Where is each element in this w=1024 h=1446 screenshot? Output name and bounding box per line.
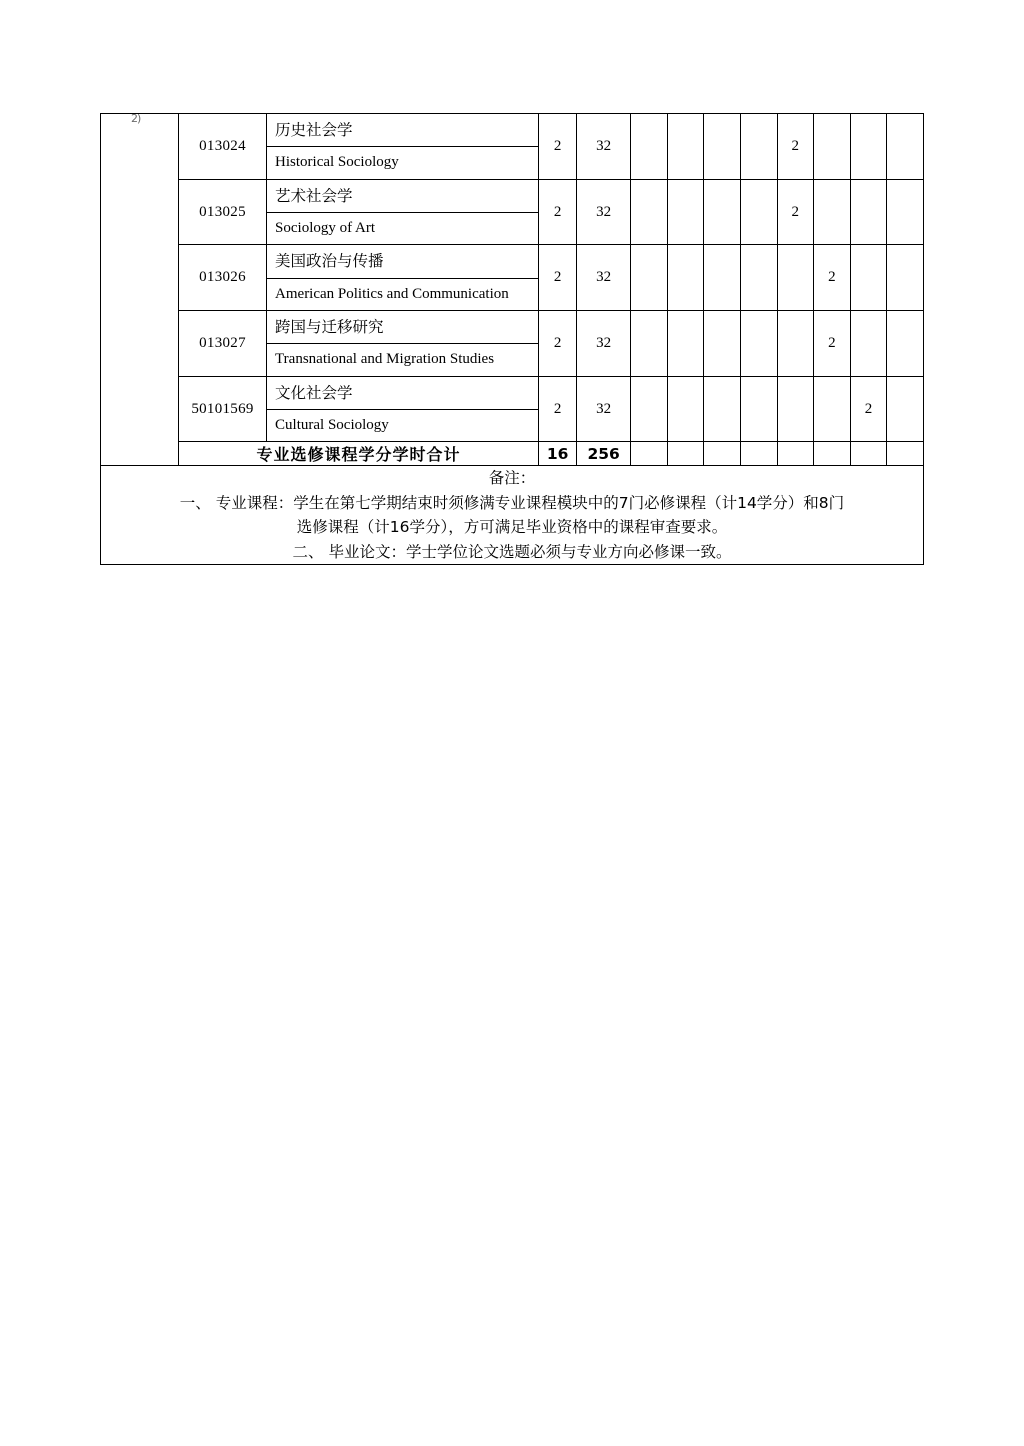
course-name-cn: 美国政治与传播 <box>267 245 538 278</box>
term-cell-5: 2 <box>777 114 814 180</box>
course-name-en: Cultural Sociology <box>275 417 389 434</box>
notes-block <box>101 466 924 565</box>
term-cell-3 <box>704 179 741 245</box>
term-cell-7 <box>850 245 887 311</box>
term-cell-4 <box>740 114 777 180</box>
term-cell-8 <box>887 245 924 311</box>
term-cell-8 <box>887 114 924 180</box>
term-cell-6 <box>814 376 851 442</box>
course-name <box>267 114 539 180</box>
term-cell-2 <box>667 376 704 442</box>
course-name-cn: 艺术社会学 <box>267 180 538 213</box>
course-name <box>267 311 539 377</box>
term-cell-2 <box>667 179 704 245</box>
term-cell-7 <box>850 179 887 245</box>
course-code: 013026 <box>179 245 267 311</box>
course-credit: 2 <box>539 179 577 245</box>
course-name <box>267 245 539 311</box>
term-cell-4 <box>740 245 777 311</box>
course-name-en: American Politics and Communication <box>275 285 509 302</box>
course-code: 50101569 <box>179 376 267 442</box>
course-code: 013027 <box>179 311 267 377</box>
total-term-cell-1 <box>631 442 668 466</box>
course-hours: 32 <box>577 311 631 377</box>
term-cell-8 <box>887 311 924 377</box>
total-term-cell-6 <box>814 442 851 466</box>
term-cell-8 <box>887 376 924 442</box>
course-credit: 2 <box>539 311 577 377</box>
term-cell-5: 2 <box>777 179 814 245</box>
term-cell-6 <box>814 179 851 245</box>
table-row <box>101 311 924 377</box>
term-cell-1 <box>631 179 668 245</box>
notes-title: 备注： <box>488 469 536 488</box>
notes-row <box>101 466 924 565</box>
notes-line-2: 选修课程（计16学分），方可满足毕业资格中的课程审查要求。 <box>296 518 728 537</box>
course-table-container <box>100 113 924 565</box>
course-name-en: Sociology of Art <box>275 220 376 237</box>
total-term-cell-2 <box>667 442 704 466</box>
term-cell-3 <box>704 376 741 442</box>
term-cell-7 <box>850 114 887 180</box>
table-row <box>101 245 924 311</box>
term-cell-1 <box>631 376 668 442</box>
total-hours: 256 <box>577 442 631 466</box>
term-cell-4 <box>740 179 777 245</box>
course-name-en: Transnational and Migration Studies <box>275 351 495 368</box>
total-term-cell-4 <box>740 442 777 466</box>
term-cell-5 <box>777 311 814 377</box>
course-credit: 2 <box>539 114 577 180</box>
table-row <box>101 376 924 442</box>
term-cell-6 <box>814 114 851 180</box>
course-hours: 32 <box>577 114 631 180</box>
total-label: 专业选修课程学分学时合计 <box>179 442 539 466</box>
notes-line-3: 二、 毕业论文：学士学位论文选题必须与专业方向必修课一致。 <box>292 542 732 561</box>
term-cell-5 <box>777 376 814 442</box>
course-name <box>267 376 539 442</box>
total-term-cell-8 <box>887 442 924 466</box>
course-hours: 32 <box>577 376 631 442</box>
course-name <box>267 179 539 245</box>
total-term-cell-3 <box>704 442 741 466</box>
course-table <box>100 113 924 565</box>
course-code: 013025 <box>179 179 267 245</box>
term-cell-7 <box>850 311 887 377</box>
scan-artifact-mark: 2) <box>131 112 141 125</box>
term-cell-1 <box>631 245 668 311</box>
notes-line-1: 一、 专业课程：学生在第七学期结束时须修满专业课程模块中的7门必修课程（计14学分）和8门 <box>179 493 845 512</box>
course-name-cn: 文化社会学 <box>267 377 538 410</box>
total-credit: 16 <box>539 442 577 466</box>
term-cell-2 <box>667 114 704 180</box>
course-credit: 2 <box>539 376 577 442</box>
term-cell-4 <box>740 376 777 442</box>
term-cell-2 <box>667 245 704 311</box>
table-row <box>101 114 924 180</box>
term-cell-1 <box>631 311 668 377</box>
course-hours: 32 <box>577 179 631 245</box>
term-cell-8 <box>887 179 924 245</box>
term-cell-3 <box>704 311 741 377</box>
term-cell-6: 2 <box>814 245 851 311</box>
table-row <box>101 179 924 245</box>
course-name-en: Historical Sociology <box>275 154 399 171</box>
term-cell-6: 2 <box>814 311 851 377</box>
term-cell-3 <box>704 245 741 311</box>
course-name-cn: 跨国与迁移研究 <box>267 311 538 344</box>
total-term-cell-5 <box>777 442 814 466</box>
term-cell-2 <box>667 311 704 377</box>
course-name-cn: 历史社会学 <box>267 114 538 147</box>
course-hours: 32 <box>577 245 631 311</box>
table-total-row <box>101 442 924 466</box>
term-cell-7: 2 <box>850 376 887 442</box>
row-group-left-cell <box>101 114 179 466</box>
term-cell-1 <box>631 114 668 180</box>
term-cell-3 <box>704 114 741 180</box>
course-code: 013024 <box>179 114 267 180</box>
total-term-cell-7 <box>850 442 887 466</box>
term-cell-4 <box>740 311 777 377</box>
term-cell-5 <box>777 245 814 311</box>
course-credit: 2 <box>539 245 577 311</box>
